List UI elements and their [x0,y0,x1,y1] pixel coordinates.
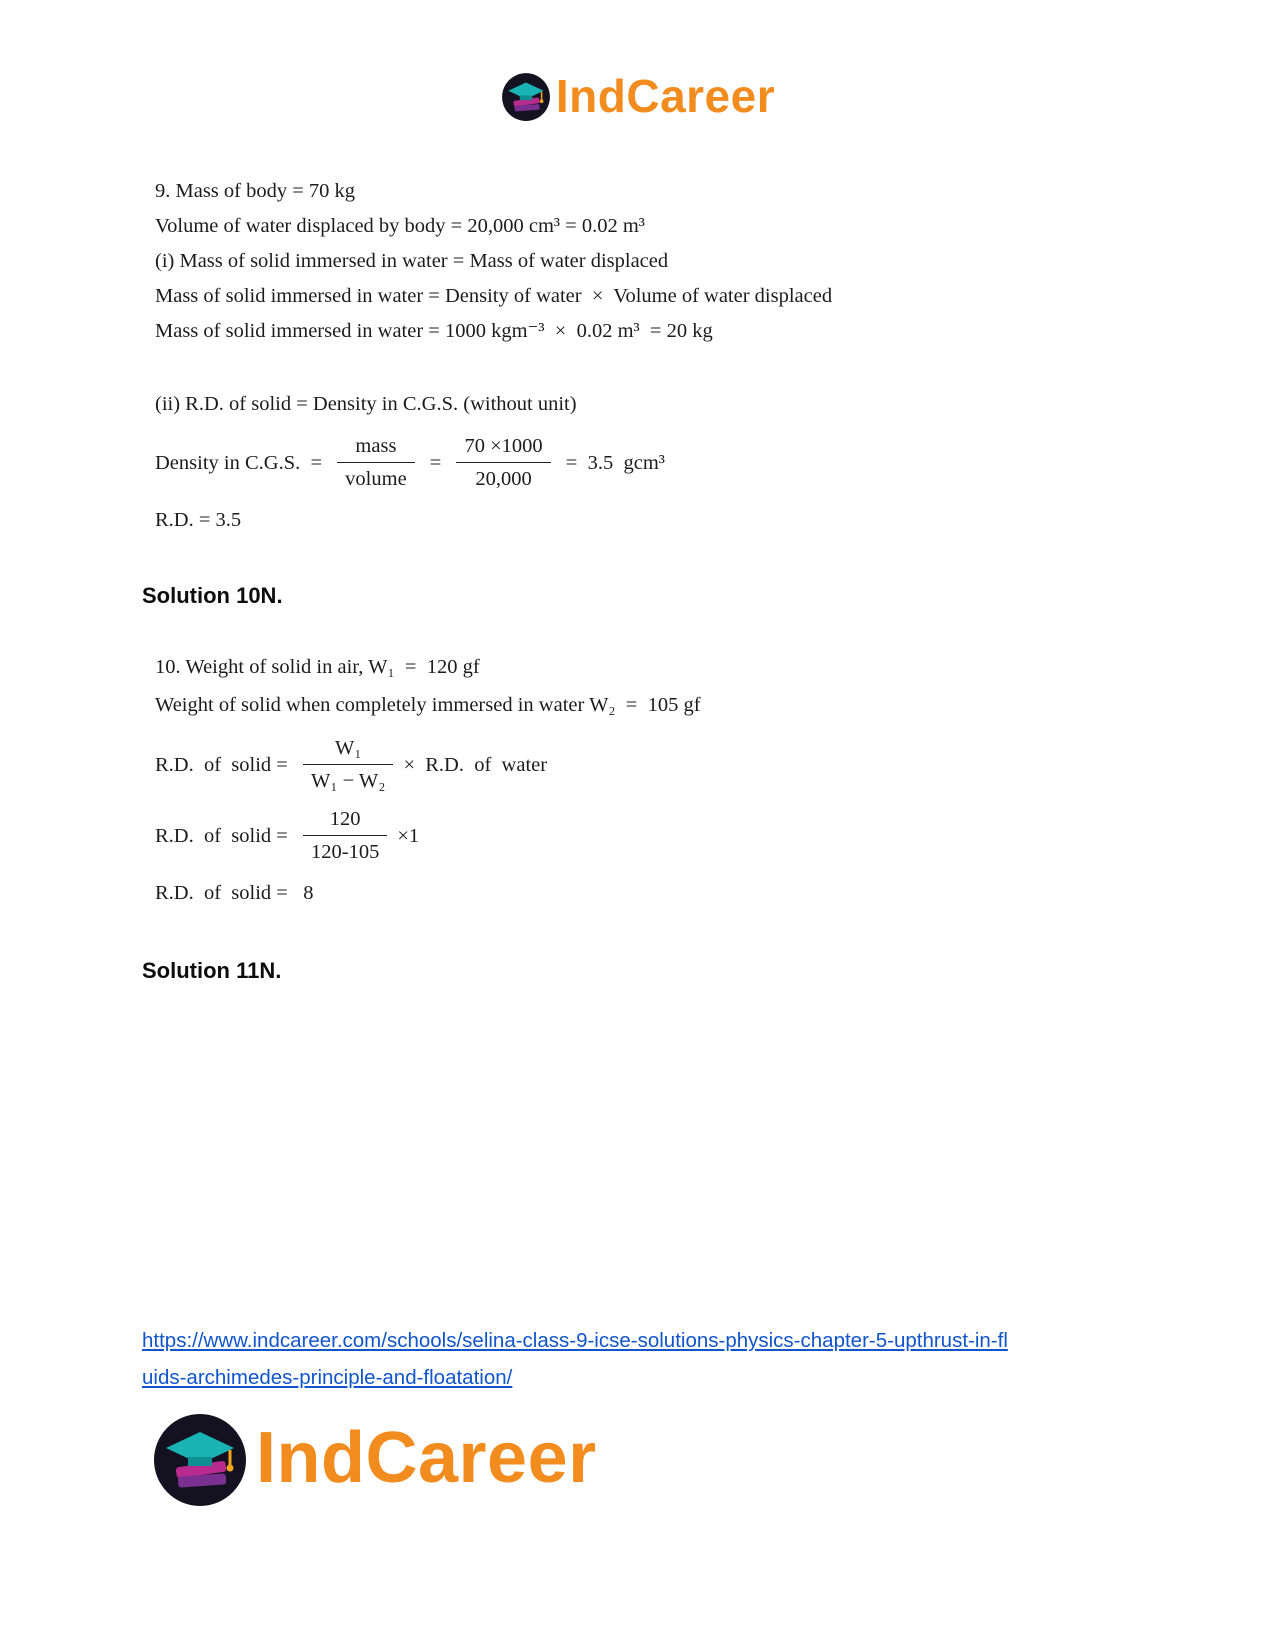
math-line: Weight of solid when completely immersed in water W₂ = 105 gf [155,694,701,716]
solution-9-block [155,174,1275,538]
solution-10-heading: Solution 10N. [142,583,283,608]
indcareer-logo-text: IndCareer [555,70,776,122]
fraction-denominator: 120-105 [311,841,380,863]
fraction [456,432,550,493]
header-logo [0,0,1275,122]
fraction-denominator: volume [345,468,407,490]
solution-10-block [155,648,1275,911]
rd-equation-1 [155,734,1275,795]
fraction-numerator: 70 ×1000 [456,432,550,463]
footer-logo [150,1408,597,1508]
solution-11-heading: Solution 11N. [142,958,282,983]
equation-rhs: ×1 [397,824,420,847]
math-line: (i) Mass of solid immersed in water = Mass of water displaced [155,250,669,272]
fraction-denominator: 20,000 [475,468,532,490]
equation-rhs: × R.D. of water [403,753,548,776]
equation-rhs: = 3.5 gcm³ [560,451,665,474]
fraction-numerator: mass [337,432,415,463]
indcareer-logo-icon [150,1408,250,1508]
fraction-numerator: 120 [303,805,387,836]
indcareer-logo-icon [500,70,552,122]
equation-lhs: R.D. of solid = [155,824,293,847]
math-line: 10. Weight of solid in air, W₁ = 120 gf [155,656,480,678]
math-line: R.D. of solid = 8 [155,882,314,904]
math-line: (ii) R.D. of solid = Density in C.G.S. (without unit) [155,393,577,415]
math-line: Volume of water displaced by body = 20,000 cm³ = 0.02 m³ [155,215,645,237]
equation-lhs: R.D. of solid = [155,753,293,776]
math-line: R.D. = 3.5 [155,509,242,531]
rd-equation-2 [155,805,1275,866]
fraction [303,734,393,795]
equals-sign: = [424,451,447,474]
density-equation [155,432,1275,493]
math-line: Mass of solid immersed in water = Density of water × Volume of water displaced [155,285,833,307]
source-link-line-2: uids-archimedes-principle-and-floatation/ [142,1366,513,1389]
equation-lhs: Density in C.G.S. = [155,451,328,474]
math-line: 9. Mass of body = 70 kg [155,180,356,202]
fraction [337,432,415,493]
indcareer-logo-text: IndCareer [256,1418,597,1498]
math-line: Mass of solid immersed in water = 1000 kgm⁻³ × 0.02 m³ = 20 kg [155,320,713,342]
fraction-denominator: W₁ − W₂ [311,770,386,792]
source-link-line-1: https://www.indcareer.com/schools/selina-class-9-icse-solutions-physics-chapter-5-upthrust-in-fl [142,1329,1008,1352]
fraction-numerator: W₁ [303,734,393,765]
source-link[interactable] [142,1322,1008,1396]
fraction [303,805,387,866]
